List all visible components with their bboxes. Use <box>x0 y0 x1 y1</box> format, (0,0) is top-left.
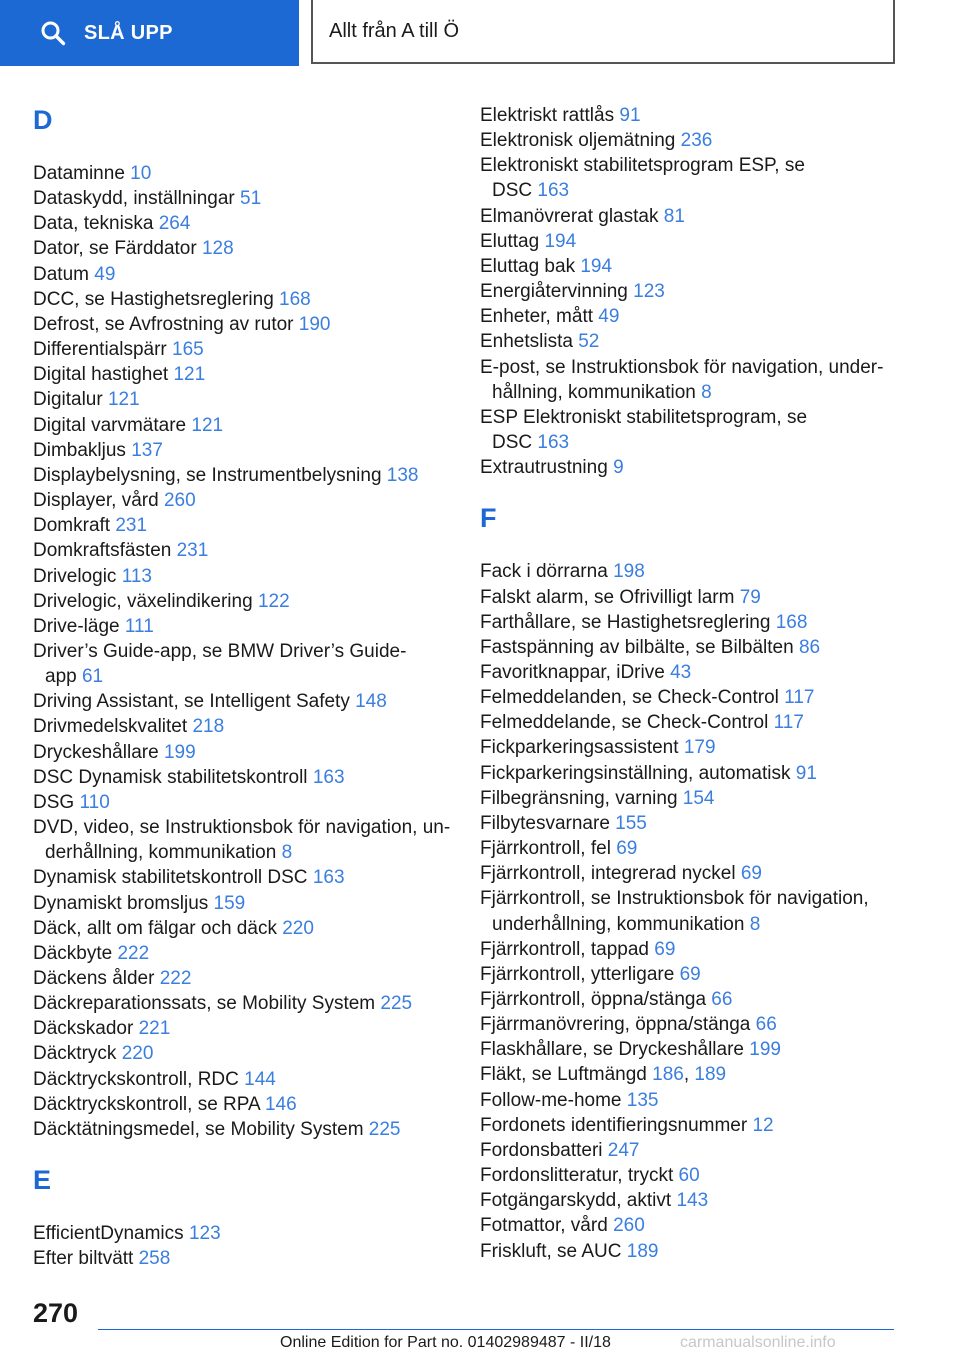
entry-text: Flaskhållare, se Dryckeshållare <box>480 1039 744 1061</box>
index-entry <box>33 186 453 211</box>
index-entry <box>480 128 900 153</box>
page-reference-link[interactable]: 60 <box>678 1165 700 1187</box>
index-entry <box>33 891 453 916</box>
index-entry <box>480 1188 900 1213</box>
page-reference-link[interactable]: 231 <box>176 540 209 562</box>
page-reference-link[interactable]: 163 <box>537 180 570 202</box>
page-reference-link[interactable]: 189 <box>626 1240 659 1262</box>
page-reference-link[interactable]: 61 <box>81 666 104 688</box>
index-entry <box>480 1239 900 1264</box>
search-button[interactable] <box>0 0 299 66</box>
index-entry <box>33 1221 453 1246</box>
entry-text: Filbegränsning, varning <box>480 787 678 809</box>
index-entry <box>33 161 453 186</box>
index-entry <box>33 865 453 890</box>
page-reference-link[interactable]: 264 <box>158 213 191 235</box>
entry-text: Fickparkeringsassistent <box>480 737 679 759</box>
entry-text: Driving Assistant, se Intelligent Safety <box>33 691 350 713</box>
page-reference-link[interactable]: 260 <box>613 1215 645 1237</box>
entry-text: Fack i dörrarna <box>480 561 608 583</box>
entry-text: E-post, se Instruktionsbok för navigation, under‐ <box>480 356 884 378</box>
page-reference-link[interactable]: 190 <box>298 313 331 335</box>
page-reference-link[interactable]: 163 <box>312 867 345 889</box>
page-reference-link[interactable]: 121 <box>107 389 140 411</box>
entry-text: Dynamiskt bromsljus <box>33 892 209 914</box>
page-reference-link[interactable]: 143 <box>676 1190 709 1212</box>
page-reference-link[interactable]: 194 <box>580 255 613 277</box>
page-reference-link[interactable]: 91 <box>619 105 641 126</box>
page-reference-link[interactable]: 159 <box>213 892 246 914</box>
search-icon <box>40 20 66 46</box>
entry-text-continuation: app <box>45 666 77 688</box>
index-entry <box>33 966 453 991</box>
index-entry <box>33 287 453 312</box>
index-entry <box>33 991 453 1016</box>
entry-text: Drivelogic, växelindikering <box>33 590 253 612</box>
page-reference-link[interactable]: 86 <box>798 636 821 658</box>
page-reference-link[interactable]: 110 <box>79 791 110 813</box>
page-reference-link[interactable]: 8 <box>749 913 761 935</box>
entry-text: Fjärrkontroll, integrerad nyckel <box>480 863 736 885</box>
page-reference-link[interactable]: 8 <box>281 842 293 864</box>
page-reference-link[interactable]: 168 <box>279 288 311 310</box>
index-entry <box>33 689 453 714</box>
index-entry <box>33 236 453 261</box>
search-button-label: SLÅ UPP <box>84 21 173 44</box>
footer-divider <box>98 1329 894 1330</box>
entry-text: Drive-läge <box>33 615 120 637</box>
page-reference-link[interactable]: 123 <box>188 1223 221 1245</box>
page-reference-link[interactable]: 122 <box>257 590 290 612</box>
entry-text: Däcktryckskontroll, se RPA <box>33 1093 260 1115</box>
entry-text-continuation: derhållning, kommunikation <box>45 842 277 864</box>
entry-text: Favoritknappar, iDrive <box>480 661 665 683</box>
entry-text: Domkraft <box>33 515 111 537</box>
entry-text: Däck, allt om fälgar och däck <box>33 917 277 939</box>
index-column-left <box>33 103 453 1271</box>
index-entry <box>480 811 900 836</box>
entry-text: Däcktätningsmedel, se Mobility System <box>33 1118 364 1140</box>
entry-text: Fordonslitteratur, tryckt <box>480 1165 674 1187</box>
index-entry <box>480 405 900 455</box>
index-letter-heading: D <box>33 105 53 135</box>
entry-text-continuation: DSC <box>492 180 533 202</box>
entry-text: DSG <box>33 791 75 813</box>
page-reference-link[interactable]: 8 <box>701 381 712 403</box>
page-reference-link[interactable]: 163 <box>537 432 570 454</box>
page-reference-link[interactable]: 186 <box>652 1064 684 1086</box>
index-entry <box>33 463 453 488</box>
page-reference-link[interactable]: 9 <box>613 457 624 479</box>
page-reference-link[interactable]: 121 <box>191 414 224 436</box>
entry-text: DVD, video, se Instruktionsbok för navigation, un‐ <box>33 817 451 839</box>
index-entry <box>33 1117 453 1142</box>
index-column-right <box>480 103 900 1264</box>
page-reference-link[interactable]: 220 <box>282 917 314 939</box>
index-entry <box>480 886 900 936</box>
index-entry <box>33 413 453 438</box>
index-entry <box>33 1041 453 1066</box>
section-title: Allt från A till Ö <box>311 0 895 64</box>
watermark: carmanualsonline.info <box>680 1334 836 1351</box>
entry-text: Däcktryck <box>33 1043 117 1065</box>
page-reference-link[interactable]: 179 <box>683 737 716 759</box>
page-reference-link[interactable]: 69 <box>679 963 701 985</box>
entry-text: Differentialspärr <box>33 339 167 361</box>
page-reference-link[interactable]: 79 <box>739 586 761 608</box>
index-entry <box>480 103 900 128</box>
index-entry <box>480 355 900 405</box>
entry-text: Fjärrkontroll, tappad <box>480 938 649 960</box>
index-entry <box>480 786 900 811</box>
page-reference-link[interactable]: 163 <box>312 766 345 788</box>
index-entry <box>480 710 900 735</box>
index-entry <box>33 740 453 765</box>
page-reference-link[interactable]: 49 <box>94 263 116 285</box>
entry-text: Enhetslista <box>480 331 573 353</box>
index-entry <box>33 211 453 236</box>
index-entry <box>480 761 900 786</box>
page-reference-link[interactable]: 225 <box>380 993 413 1015</box>
index-entry <box>480 836 900 861</box>
entry-text: Energiåtervinning <box>480 281 628 303</box>
index-entry <box>33 714 453 739</box>
index-entry <box>33 1016 453 1041</box>
index-entry <box>480 1213 900 1238</box>
page-reference-link[interactable]: 81 <box>663 205 685 227</box>
index-entry <box>33 639 453 689</box>
page-reference-link[interactable]: 138 <box>386 464 419 486</box>
entry-text: Elektriskt rattlås <box>480 105 615 126</box>
entry-text: Felmeddelanden, se Check-Control <box>480 687 779 709</box>
index-entry <box>33 1067 453 1092</box>
page-reference-link[interactable]: 198 <box>613 561 645 583</box>
entry-text: Däckreparationssats, se Mobility System <box>33 993 376 1015</box>
entry-text: Defrost, se Avfrostning av rutor <box>33 313 294 335</box>
index-entry <box>33 312 453 337</box>
page-reference-link[interactable]: 221 <box>138 1018 171 1040</box>
page-reference-link[interactable]: 69 <box>616 838 638 860</box>
entry-text: Farthållare, se Hastighetsreglering <box>480 611 771 633</box>
page-reference-link[interactable]: 168 <box>775 611 808 633</box>
entry-text: Däcktryckskontroll, RDC <box>33 1068 239 1090</box>
entry-text: Drivmedelskvalitet <box>33 716 188 738</box>
index-entry <box>480 585 900 610</box>
page-reference-link[interactable]: 189 <box>694 1064 727 1086</box>
entry-text: Fjärrmanövrering, öppna/stänga <box>480 1014 751 1036</box>
index-entry <box>33 1246 453 1271</box>
index-entry <box>33 815 453 865</box>
page-reference-link[interactable]: 155 <box>615 812 647 834</box>
entry-text: Datum <box>33 263 89 285</box>
index-entry <box>480 735 900 760</box>
page-reference-link[interactable]: 148 <box>355 691 387 713</box>
index-letter-heading: E <box>33 1165 52 1196</box>
entry-text: Enheter, mått <box>480 306 594 328</box>
entry-text: DCC, se Hastighetsreglering <box>33 288 274 310</box>
page-reference-link[interactable]: 236 <box>680 130 713 152</box>
index-entry <box>480 1138 900 1163</box>
entry-text: Dator, se Färddator <box>33 238 197 260</box>
entry-text: Follow-me-home <box>480 1089 622 1111</box>
index-entry <box>33 438 453 463</box>
index-entry <box>33 614 453 639</box>
entry-text: Dimbakljus <box>33 439 126 461</box>
page-reference-link[interactable]: 51 <box>240 188 262 210</box>
page-reference-link[interactable]: 121 <box>173 364 206 386</box>
entry-text: Extrautrustning <box>480 457 608 479</box>
index-entry <box>480 204 900 229</box>
page-reference-link[interactable]: 66 <box>755 1014 777 1036</box>
entry-text: Elektronisk oljemätning <box>480 130 676 152</box>
index-entry <box>480 962 900 987</box>
index-entry <box>33 362 453 387</box>
page-reference-link[interactable]: 225 <box>368 1118 401 1140</box>
page-reference-link[interactable]: 218 <box>192 716 225 738</box>
entry-text: Fordonsbatteri <box>480 1139 603 1161</box>
page-reference-link[interactable]: 222 <box>117 942 150 964</box>
entry-text: Fjärrkontroll, se Instruktionsbok för navigation, <box>480 888 869 910</box>
index-entry <box>480 1012 900 1037</box>
index-entry <box>33 589 453 614</box>
entry-text: Friskluft, se AUC <box>480 1240 622 1262</box>
page-reference-link[interactable]: 247 <box>607 1139 640 1161</box>
page-reference-link[interactable]: 165 <box>172 339 204 361</box>
entry-text-continuation: underhållning, kommunikation <box>492 913 745 935</box>
entry-text: Elmanövrerat glastak <box>480 205 659 227</box>
entry-text: Fjärrkontroll, ytterligare <box>480 963 675 985</box>
entry-text: Eluttag <box>480 230 540 252</box>
index-entry <box>33 1092 453 1117</box>
index-entry <box>480 455 900 480</box>
entry-text: Domkraftsfästen <box>33 540 172 562</box>
entry-text: Driver’s Guide-app, se BMW Driver’s Guide- <box>33 640 407 662</box>
entry-text: Displaybelysning, se Instrumentbelysning <box>33 464 382 486</box>
page-reference-link[interactable]: 117 <box>784 687 815 709</box>
page-reference-link[interactable]: 111 <box>124 615 154 637</box>
entry-text: Fjärrkontroll, fel <box>480 838 611 860</box>
index-entry <box>480 937 900 962</box>
entry-text: Däckskador <box>33 1018 134 1040</box>
entry-text: Fjärrkontroll, öppna/stänga <box>480 989 707 1010</box>
index-entry <box>480 254 900 279</box>
entry-text: Fotmattor, vård <box>480 1215 608 1237</box>
index-entry <box>33 262 453 287</box>
page-reference-link[interactable]: 194 <box>544 230 577 252</box>
entry-text: EfficientDynamics <box>33 1223 184 1245</box>
entry-text: Digital varvmätare <box>33 414 187 436</box>
index-entry <box>33 790 453 815</box>
top-bar <box>0 0 960 66</box>
edition-text: Online Edition for Part no. 01402989487 - II/18 <box>280 1334 611 1351</box>
index-entry <box>480 1088 900 1113</box>
page-number: 270 <box>33 1298 79 1328</box>
index-entry <box>480 329 900 354</box>
page-reference-link[interactable]: 258 <box>138 1248 171 1270</box>
entry-text: Felmeddelande, se Check-Control <box>480 712 769 734</box>
page-reference-link[interactable]: 135 <box>626 1089 659 1111</box>
index-entry <box>480 635 900 660</box>
entry-text: Drivelogic <box>33 565 117 587</box>
index-entry <box>33 488 453 513</box>
index-entry <box>480 229 900 254</box>
entry-text: Filbytesvarnare <box>480 812 610 834</box>
entry-text: Dataskydd, inställningar <box>33 188 235 210</box>
page-reference-link[interactable]: 260 <box>163 490 196 512</box>
page-reference-link[interactable]: 146 <box>264 1093 297 1115</box>
page-reference-link[interactable]: 12 <box>752 1114 774 1136</box>
entry-text: Dryckeshållare <box>33 741 159 763</box>
entry-text: Data, tekniska <box>33 213 154 235</box>
index-entry: Fläkt, se Luftmängd 186, 189 <box>480 1064 727 1086</box>
index-entry <box>33 941 453 966</box>
page-reference-link[interactable]: 128 <box>201 238 234 260</box>
index-entry <box>33 916 453 941</box>
page-reference-link[interactable]: 69 <box>740 863 762 885</box>
page-reference-link[interactable]: 49 <box>598 306 620 328</box>
index-entry <box>33 765 453 790</box>
page-reference-link[interactable]: 154 <box>682 787 715 809</box>
page-reference-link[interactable]: 113 <box>121 565 152 587</box>
entry-text: Fickparkeringsinställning, automatisk <box>480 762 791 784</box>
index-entry <box>480 1113 900 1138</box>
index-entry <box>33 538 453 563</box>
index-entry <box>480 660 900 685</box>
page-reference-link[interactable]: 117 <box>773 712 804 734</box>
page-reference-link[interactable]: 52 <box>578 331 600 353</box>
index-entry <box>33 513 453 538</box>
entry-text: Fastspänning av bilbälte, se Bilbälten <box>480 636 794 658</box>
entry-text: Fotgängarskydd, aktivt <box>480 1190 672 1212</box>
entry-text: ESP Elektroniskt stabilitetsprogram, se <box>480 406 808 428</box>
entry-text: Efter biltvätt <box>33 1248 134 1270</box>
index-entry <box>480 685 900 710</box>
page-reference-link[interactable]: 91 <box>795 762 817 784</box>
page-reference-link[interactable]: 199 <box>749 1039 781 1061</box>
index-entry <box>480 153 900 203</box>
page-reference-link[interactable]: 199 <box>163 741 196 763</box>
page-reference-link[interactable]: 231 <box>115 515 148 537</box>
entry-text-continuation: DSC <box>492 432 533 454</box>
index-entry <box>480 861 900 886</box>
index-entry <box>480 1163 900 1188</box>
entry-text: Fordonets identifieringsnummer <box>480 1114 748 1136</box>
page-reference-link[interactable]: 66 <box>711 989 733 1010</box>
entry-text: Digital hastighet <box>33 364 169 386</box>
index-entry <box>480 987 900 1012</box>
entry-text: Falskt alarm, se Ofrivilligt larm <box>480 586 735 608</box>
entry-text: Dynamisk stabilitetskontroll DSC <box>33 867 308 889</box>
entry-text: DSC Dynamisk stabilitetskontroll <box>33 766 308 788</box>
index-entry <box>480 304 900 329</box>
entry-text: Fläkt, se Luftmängd <box>480 1064 647 1086</box>
page-reference-link[interactable]: 137 <box>131 439 163 461</box>
index-entry <box>33 387 453 412</box>
index-entry <box>480 1037 900 1062</box>
index-entry <box>480 559 900 584</box>
page-reference-link[interactable]: 222 <box>159 968 192 989</box>
entry-text: Eluttag bak <box>480 255 576 277</box>
index-entry <box>33 337 453 362</box>
entry-text: Däckbyte <box>33 942 113 964</box>
entry-text: Elektroniskt stabilitetsprogram ESP, se <box>480 155 805 177</box>
page-reference-link[interactable]: 43 <box>670 661 692 683</box>
index-entry <box>33 564 453 589</box>
entry-text: Digitalur <box>33 389 103 411</box>
index-entry <box>480 279 900 304</box>
page-reference-link[interactable]: 144 <box>244 1068 276 1090</box>
entry-text: Däckens ålder <box>33 968 155 989</box>
entry-text: Displayer, vård <box>33 490 159 512</box>
entry-text-continuation: hållning, kommunikation <box>492 381 696 403</box>
entry-text: Dataminne <box>33 163 125 184</box>
index-entry <box>480 610 900 635</box>
page-reference-link[interactable]: 10 <box>130 163 152 184</box>
page-reference-link[interactable]: 123 <box>633 281 665 303</box>
page-reference-link[interactable]: 69 <box>654 938 676 960</box>
index-letter-heading: F <box>480 503 497 534</box>
page-reference-link[interactable]: 220 <box>121 1043 154 1065</box>
